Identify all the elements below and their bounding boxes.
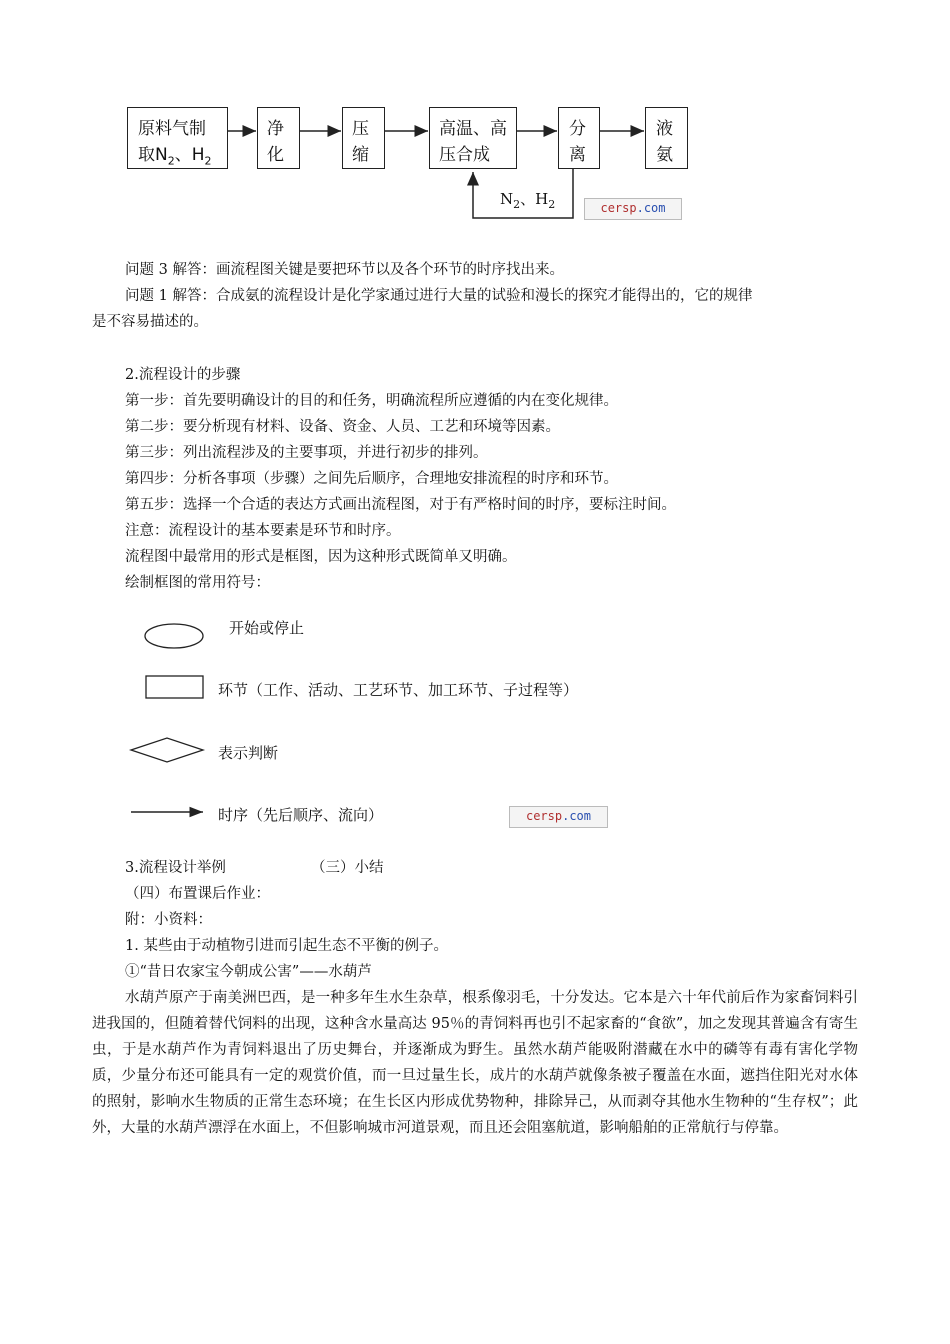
step-4: 第四步：分析各事项（步骤）之间先后顺序，合理地安排流程的时序和环节。	[125, 471, 618, 487]
raw-gas-text-b: 、H	[174, 145, 205, 165]
symbols-intro: 绘制框图的常用符号：	[125, 575, 270, 591]
common-form: 流程图中最常用的形式是框图，因为这种形式既简单又明确。	[125, 549, 517, 565]
step-3: 第三步：列出流程涉及的主要事项，并进行初步的排列。	[125, 445, 488, 461]
section-2-heading: 2.流程设计的步骤	[125, 367, 241, 383]
answer-1-line2: 是不容易描述的。	[92, 314, 208, 330]
node-separate-line1: 分	[569, 119, 586, 139]
step-1: 第一步：首先要明确设计的目的和任务，明确流程所应遵循的内在变化规律。	[125, 393, 618, 409]
node-synthesis-line1: 高温、高	[439, 119, 507, 139]
raw-gas-text-a: 取N	[138, 145, 168, 165]
summary-heading: （三）小结	[311, 860, 384, 876]
section-3-heading: 3.流程设计举例	[125, 860, 226, 876]
node-purify-line1: 净	[267, 119, 284, 139]
rect-symbol-label: 环节（工作、活动、工艺环节、加工环节、子过程等）	[218, 681, 579, 699]
node-ammonia-line1: 液	[656, 119, 673, 139]
note: 注意：流程设计的基本要素是环节和时序。	[125, 523, 401, 539]
homework-heading: （四）布置课后作业：	[125, 886, 270, 902]
feedback-label	[500, 188, 555, 209]
arrow-symbol-label: 时序（先后顺序、流向）	[218, 806, 384, 824]
rect-symbol	[146, 676, 203, 698]
watermark-top-tld: .com	[636, 201, 666, 215]
node-raw-gas-line2	[138, 142, 227, 168]
watermark-bottom-host: cersp	[525, 809, 563, 823]
watermark-top	[584, 198, 682, 220]
raw-gas-sub-b: 2	[204, 154, 212, 168]
answer-1-line1: 问题 1 解答：合成氨的流程设计是化学家通过进行大量的试验和漫长的探究才能得出的，它的规律	[125, 288, 753, 304]
item-1: 1. 某些由于动植物引进而引起生态不平衡的例子。	[125, 938, 448, 954]
feedback-n: N	[500, 190, 514, 208]
oval-symbol-label: 开始或停止	[229, 619, 305, 637]
water-hyacinth-paragraph: 水葫芦原产于南美洲巴西，是一种多年生水生杂草，根系像羽毛，十分发达。它本是六十年代前后作为家畜饲料引进我国的，但随着替代饲料的出现，这种含水量高达 95％的青饲料再也引不起家畜的“食欲”，加之发现其普遍含有寄生虫，于是水葫芦作为青饲料退出了历史舞台，并逐渐成为野生。虽然水葫芦能吸附潜藏在水中的磷等有毒有害化学物质，少量分布还可能具有一定的观赏价值，而一旦过量生长，成片的水葫芦就像条被子覆盖在水面，遮挡住阳光对水体的照射，影响水生物质的正常生态环境；在生长区内形成优势物种，排除异己，从而剥夺其他水生物种的“生存权”；此外，大量的水葫芦漂浮在水面上，不但影响城市河道景观，而且还会阻塞航道，影响船舶的正常航行与停靠。	[92, 990, 858, 1136]
answer-3: 问题 3 解答：画流程图关键是要把环节以及各个环节的时序找出来。	[125, 262, 564, 278]
feedback-h: 、H	[520, 190, 549, 208]
node-separate-line2: 离	[569, 145, 586, 165]
raw-gas-sub-a: 2	[167, 154, 175, 168]
node-compress-line2: 缩	[352, 145, 369, 165]
node-purify	[257, 107, 300, 169]
node-raw-gas	[127, 107, 228, 169]
step-5: 第五步：选择一个合适的表达方式画出流程图，对于有严格时间的时序，要标注时间。	[125, 497, 676, 513]
node-ammonia-line2: 氨	[656, 145, 673, 165]
watermark-bottom-tld: .com	[562, 809, 592, 823]
node-purify-line2: 化	[267, 145, 284, 165]
node-liquid-ammonia	[645, 107, 688, 169]
node-compress-line1: 压	[352, 119, 369, 139]
case-1-title: ①“昔日农家宝今朝成公害”——水葫芦	[125, 964, 372, 980]
node-synthesis-line2: 压合成	[439, 145, 490, 165]
appendix-heading: 附：小资料：	[125, 912, 212, 928]
diamond-symbol	[131, 738, 203, 762]
node-separate	[558, 107, 600, 169]
node-synthesis	[429, 107, 517, 169]
oval-symbol	[145, 624, 203, 648]
feedback-h-sub: 2	[548, 198, 556, 211]
watermark-bottom	[509, 806, 608, 828]
node-compress	[342, 107, 385, 169]
node-raw-gas-line1: 原料气制	[138, 119, 206, 139]
feedback-n-sub: 2	[513, 198, 521, 211]
watermark-top-host: cersp	[600, 201, 637, 215]
step-2: 第二步：要分析现有材料、设备、资金、人员、工艺和环境等因素。	[125, 419, 560, 435]
diamond-symbol-label: 表示判断	[218, 744, 279, 762]
